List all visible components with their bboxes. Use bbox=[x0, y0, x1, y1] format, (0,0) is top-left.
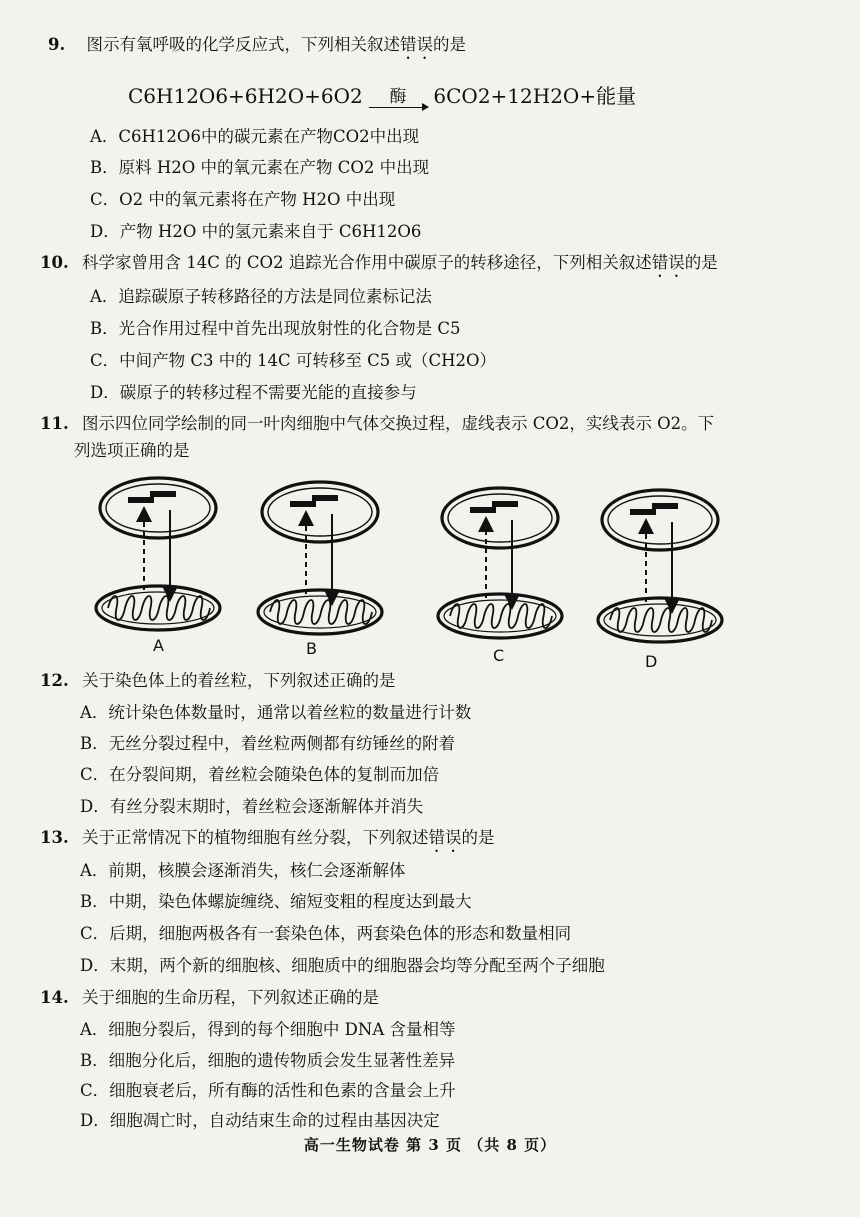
q10-option-d: D．碳原子的转移过程不需要光能的直接参与 bbox=[90, 383, 417, 402]
q14-number: 14. bbox=[40, 988, 69, 1007]
thylakoid-bar bbox=[128, 497, 154, 503]
q13-option-c: C．后期，细胞两极各有一套染色体，两套染色体的形态和数量相同 bbox=[80, 924, 572, 943]
equation-left: C6H12O6+6H2O+6O2 bbox=[128, 84, 363, 108]
mitochondrion-cristae bbox=[108, 596, 210, 620]
q9-option-d: D．产物 H2O 中的氢元素来自于 C6H12O6 bbox=[90, 222, 422, 241]
mitochondrion-cristae bbox=[610, 608, 712, 632]
mitochondrion-cristae bbox=[450, 604, 552, 628]
q14-option-d: D．细胞凋亡时，自动结束生命的过程由基因决定 bbox=[80, 1111, 440, 1130]
q9-option-c: C．O2 中的氧元素将在产物 H2O 中出现 bbox=[90, 190, 396, 209]
gas-exchange-diagrams bbox=[80, 470, 780, 670]
chloroplast-outline bbox=[262, 482, 378, 542]
diagram-label-b: B bbox=[306, 639, 317, 658]
thylakoid-bar bbox=[630, 509, 656, 515]
q12-option-a: A．统计染色体数量时，通常以着丝粒的数量进行计数 bbox=[80, 703, 472, 722]
q10-option-c: C．中间产物 C3 中的 14C 可转移至 C5 或（CH2O） bbox=[90, 351, 496, 370]
thylakoid-bar bbox=[492, 501, 518, 507]
q12-option-b: B．无丝分裂过程中，着丝粒两侧都有纺锤丝的附着 bbox=[80, 734, 456, 753]
aerobic-respiration-equation bbox=[128, 80, 636, 109]
page-footer: 高一生物试卷 第 3 页 （共 8 页） bbox=[303, 1136, 557, 1154]
thylakoid-bar bbox=[150, 491, 176, 497]
diagram-label-a: A bbox=[153, 636, 164, 655]
q13-option-b: B．中期，染色体螺旋缠绕、缩短变粗的程度达到最大 bbox=[80, 892, 472, 911]
q11-stem-line1: 11. 图示四位同学绘制的同一叶肉细胞中气体交换过程，虚线表示 CO2，实线表示 O2。下 bbox=[40, 414, 715, 433]
q14-option-a: A．细胞分裂后，得到的每个细胞中 DNA 含量相等 bbox=[80, 1020, 456, 1039]
thylakoid-bar bbox=[290, 501, 316, 507]
q10-option-a: A．追踪碳原子转移路径的方法是同位素标记法 bbox=[90, 287, 432, 306]
q9-option-a: A．C6H12O6中的碳元素在产物CO2中出现 bbox=[90, 127, 420, 146]
diagram-label-c: C bbox=[493, 646, 505, 665]
q14-option-c: C．细胞衰老后，所有酶的活性和色素的含量会上升 bbox=[80, 1081, 456, 1100]
q12-number: 12. bbox=[40, 671, 69, 690]
q13-option-d: D．末期，两个新的细胞核、细胞质中的细胞器会均等分配至两个子细胞 bbox=[80, 956, 605, 975]
q10-option-b: B．光合作用过程中首先出现放射性的化合物是 C5 bbox=[90, 319, 461, 338]
q13-option-a: A．前期，核膜会逐渐消失，核仁会逐渐解体 bbox=[80, 861, 406, 880]
chloroplast-outline bbox=[442, 488, 558, 548]
q10-number: 10. bbox=[40, 253, 69, 272]
q12-option-d: D．有丝分裂末期时，着丝粒会逐渐解体并消失 bbox=[80, 797, 424, 816]
q9-number: 9. bbox=[48, 35, 66, 54]
thylakoid-bar bbox=[312, 495, 338, 501]
diagram-label-d: D bbox=[645, 652, 658, 671]
thylakoid-bar bbox=[652, 503, 678, 509]
mitochondrion-cristae bbox=[270, 600, 372, 624]
chloroplast-outline bbox=[602, 490, 718, 550]
q10-stem: 10. 科学家曾用含 14C 的 CO2 追踪光合作用中碳原子的转移途径，下列相关叙述错误的是 bbox=[40, 253, 718, 272]
q14-option-b: B．细胞分化后，细胞的遗传物质会发生显著性差异 bbox=[80, 1051, 456, 1070]
q9-stem: 9. 图示有氧呼吸的化学反应式，下列相关叙述错误的是 bbox=[48, 35, 466, 54]
cell-diagram-c bbox=[438, 488, 562, 638]
chloroplast-outline bbox=[100, 478, 216, 538]
q13-number: 13. bbox=[40, 828, 69, 847]
reaction-arrow bbox=[369, 88, 427, 108]
q11-number: 11. bbox=[40, 414, 69, 433]
enzyme-label: 酶 bbox=[389, 86, 407, 107]
cell-diagram-d bbox=[598, 490, 722, 642]
thylakoid-bar bbox=[470, 507, 496, 513]
q11-stem-line2: 列选项正确的是 bbox=[74, 441, 190, 460]
q12-stem: 12. 关于染色体上的着丝粒，下列叙述正确的是 bbox=[40, 671, 396, 690]
equation-right: 6CO2+12H2O+能量 bbox=[433, 84, 637, 108]
q9-option-b: B．原料 H2O 中的氧元素在产物 CO2 中出现 bbox=[90, 158, 430, 177]
q12-option-c: C．在分裂间期，着丝粒会随染色体的复制而加倍 bbox=[80, 765, 440, 784]
cell-diagram-b bbox=[258, 482, 382, 634]
q14-stem: 14. 关于细胞的生命历程，下列叙述正确的是 bbox=[40, 988, 379, 1007]
cell-diagram-a bbox=[96, 478, 220, 630]
q13-stem: 13. 关于正常情况下的植物细胞有丝分裂，下列叙述错误的是 bbox=[40, 828, 495, 847]
